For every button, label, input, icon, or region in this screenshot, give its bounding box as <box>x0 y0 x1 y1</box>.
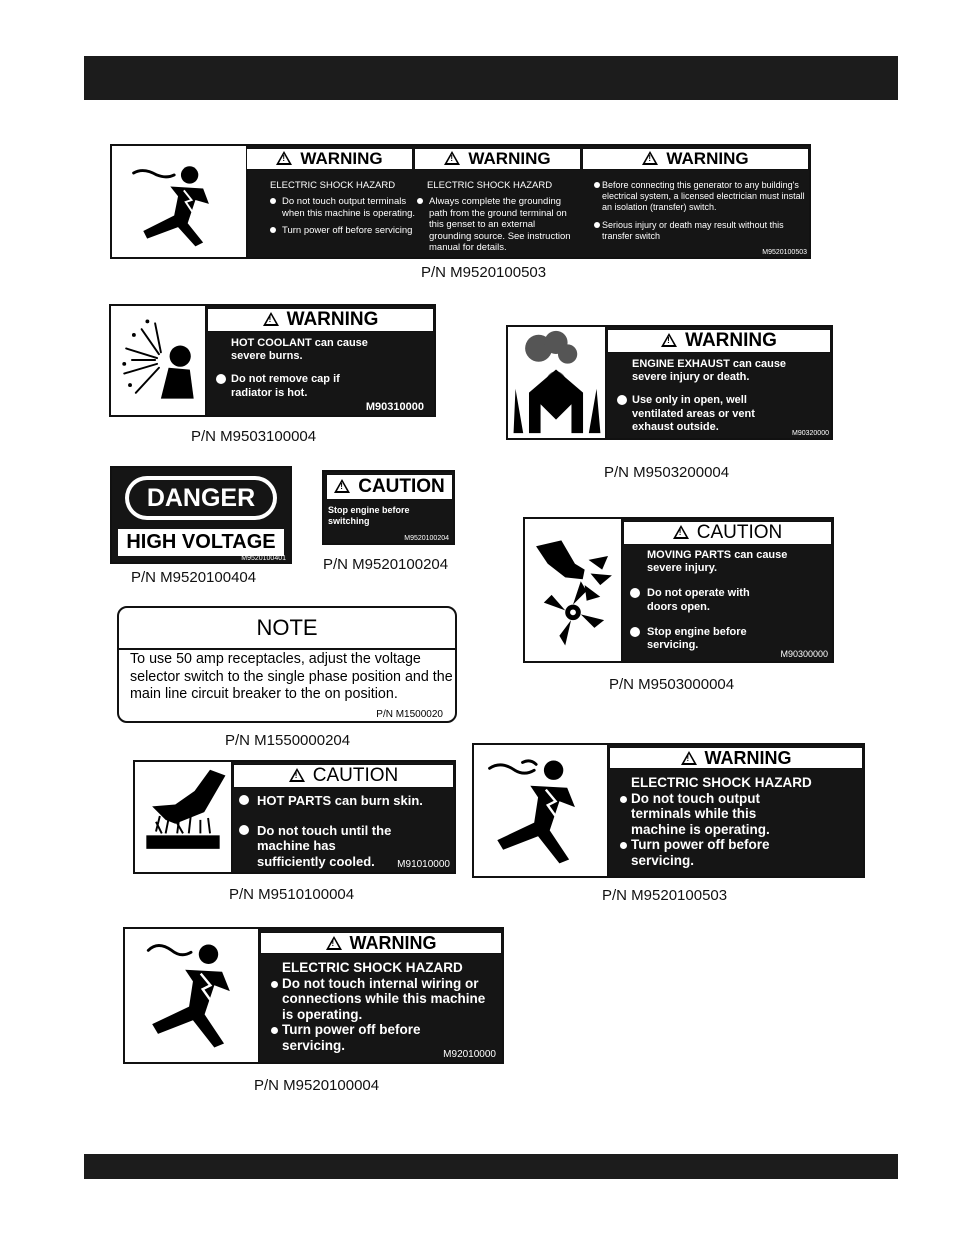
part-number: P/N M9503100004 <box>191 428 317 445</box>
part-number: P/N M9520100404 <box>131 569 257 586</box>
warning-triangle-icon <box>444 151 460 165</box>
part-number: P/N M9503200004 <box>604 464 730 481</box>
warning-triangle-icon <box>289 768 305 782</box>
bullet-icon <box>271 981 278 988</box>
decal-shock-output <box>472 743 865 878</box>
caution-header: !CAUTION <box>326 474 453 500</box>
part-number: P/N M9520100204 <box>323 556 449 573</box>
hot-surface-hand-icon <box>135 762 233 872</box>
bullet-icon <box>271 1027 278 1034</box>
warning-header: !WARNING <box>609 747 863 769</box>
bullet-icon <box>594 222 600 228</box>
col1-text: ELECTRIC SHOCK HAZARD Do not touch output terminals when this machine is operating. Turn power off before servicing <box>270 180 416 237</box>
exhaust-fumes-icon <box>508 327 607 438</box>
warning-header-3: ! WARNING <box>582 148 809 170</box>
warning-header: !WARNING <box>607 329 831 353</box>
decal-code: M9520100503 <box>762 249 807 256</box>
warning-triangle-icon <box>681 751 697 765</box>
high-voltage-label: HIGH VOLTAGE <box>118 529 284 556</box>
warning-header: !WARNING <box>260 932 502 954</box>
warning-text: HOT COOLANT can cause severe burns. Do not remove cap if radiator is hot. <box>231 337 431 400</box>
footer-bar <box>84 1154 898 1179</box>
note-text: To use 50 amp receptacles, adjust the voltage selector switch to the single phase position and the main line circuit breaker to the on position. <box>130 651 453 702</box>
decal-code: M92010000 <box>443 1049 496 1060</box>
caution-header: !CAUTION <box>623 521 832 545</box>
warning-text: ENGINE EXHAUST can cause severe injury or death. Use only in open, well ventilated areas or vent exhaust outside. <box>632 358 828 434</box>
part-number: P/N M9520100004 <box>254 1077 380 1094</box>
caution-text: HOT PARTS can burn skin. Do not touch until the machine has sufficiently cooled. <box>257 793 452 869</box>
warning-header: !WARNING <box>207 308 434 332</box>
coolant-spray-icon <box>111 306 207 415</box>
warning-triangle-icon <box>276 151 292 165</box>
warning-triangle-icon <box>263 312 279 326</box>
decal-code: M9520100401 <box>241 555 286 562</box>
decal-hot-parts <box>133 760 456 874</box>
note-code: P/N M1500020 <box>376 709 443 720</box>
bullet-icon <box>239 825 249 835</box>
warning-header-2: ! WARNING <box>414 148 581 170</box>
bullet-icon <box>270 198 276 204</box>
part-number: P/N M1550000204 <box>225 732 351 749</box>
moving-parts-icon <box>525 519 623 661</box>
bullet-icon <box>630 627 640 637</box>
decal-code: M90320000 <box>792 430 829 437</box>
warning-text: ELECTRIC SHOCK HAZARD Do not touch output terminals while this machine is operating. Turn power off before servicing. <box>631 775 861 868</box>
bullet-icon <box>630 588 640 598</box>
electric-shock-icon <box>112 146 248 257</box>
bullet-icon <box>617 395 627 405</box>
bullet-icon <box>239 795 249 805</box>
bullet-icon <box>216 374 226 384</box>
bullet-icon <box>620 842 627 849</box>
decal-code: M9520100204 <box>404 535 449 542</box>
part-number: P/N M9503000004 <box>609 676 735 693</box>
decal-caution-switching <box>322 470 455 545</box>
electric-shock-icon <box>474 745 609 876</box>
col3-text: Before connecting this generator to any building's electrical system, a licensed electrician must install an isolation (transfer) switch. Serious injury or death may result without this transfer switch <box>594 180 806 242</box>
warning-text: ELECTRIC SHOCK HAZARD Do not touch internal wiring or connections while this machine is operating. Turn power off before servicing. <box>282 960 502 1053</box>
caution-text: Stop engine before switching <box>328 505 410 526</box>
part-number: P/N M9520100503 <box>421 264 547 281</box>
bullet-icon <box>594 182 600 188</box>
note-header: NOTE <box>119 608 455 650</box>
part-number: P/N M9520100503 <box>602 887 728 904</box>
caution-text: MOVING PARTS can cause severe injury. Do not operate with doors open. Stop engine before servicing. <box>647 549 829 652</box>
electric-shock-icon <box>125 929 260 1062</box>
warning-header-1: !WARNING <box>246 148 413 170</box>
danger-inner: DANGER <box>129 480 273 516</box>
warning-triangle-icon <box>673 525 689 539</box>
decal-danger-high-voltage <box>110 466 292 564</box>
decal-shock-internal <box>123 927 504 1064</box>
decal-code: M90310000 <box>365 401 424 413</box>
col2-text: ELECTRIC SHOCK HAZARD Always complete the grounding path from the ground terminal on this genset to an external grounding source. See instruction manual for details. <box>417 180 572 253</box>
bullet-icon <box>417 198 423 204</box>
bullet-icon <box>270 227 276 233</box>
decal-code: M91010000 <box>397 859 450 870</box>
decal-moving-parts <box>523 517 834 663</box>
header-bar <box>84 56 898 100</box>
bullet-icon <box>620 796 627 803</box>
part-number: P/N M9510100004 <box>229 886 355 903</box>
caution-header: !CAUTION <box>233 764 454 788</box>
warning-triangle-icon <box>334 479 350 493</box>
decal-note <box>117 606 457 723</box>
decal-shock-triple <box>110 144 811 259</box>
decal-hot-coolant <box>109 304 436 417</box>
warning-triangle-icon <box>642 151 658 165</box>
decal-engine-exhaust <box>506 325 833 440</box>
warning-triangle-icon <box>661 333 677 347</box>
decal-code: M90300000 <box>780 649 828 659</box>
warning-triangle-icon <box>326 936 342 950</box>
